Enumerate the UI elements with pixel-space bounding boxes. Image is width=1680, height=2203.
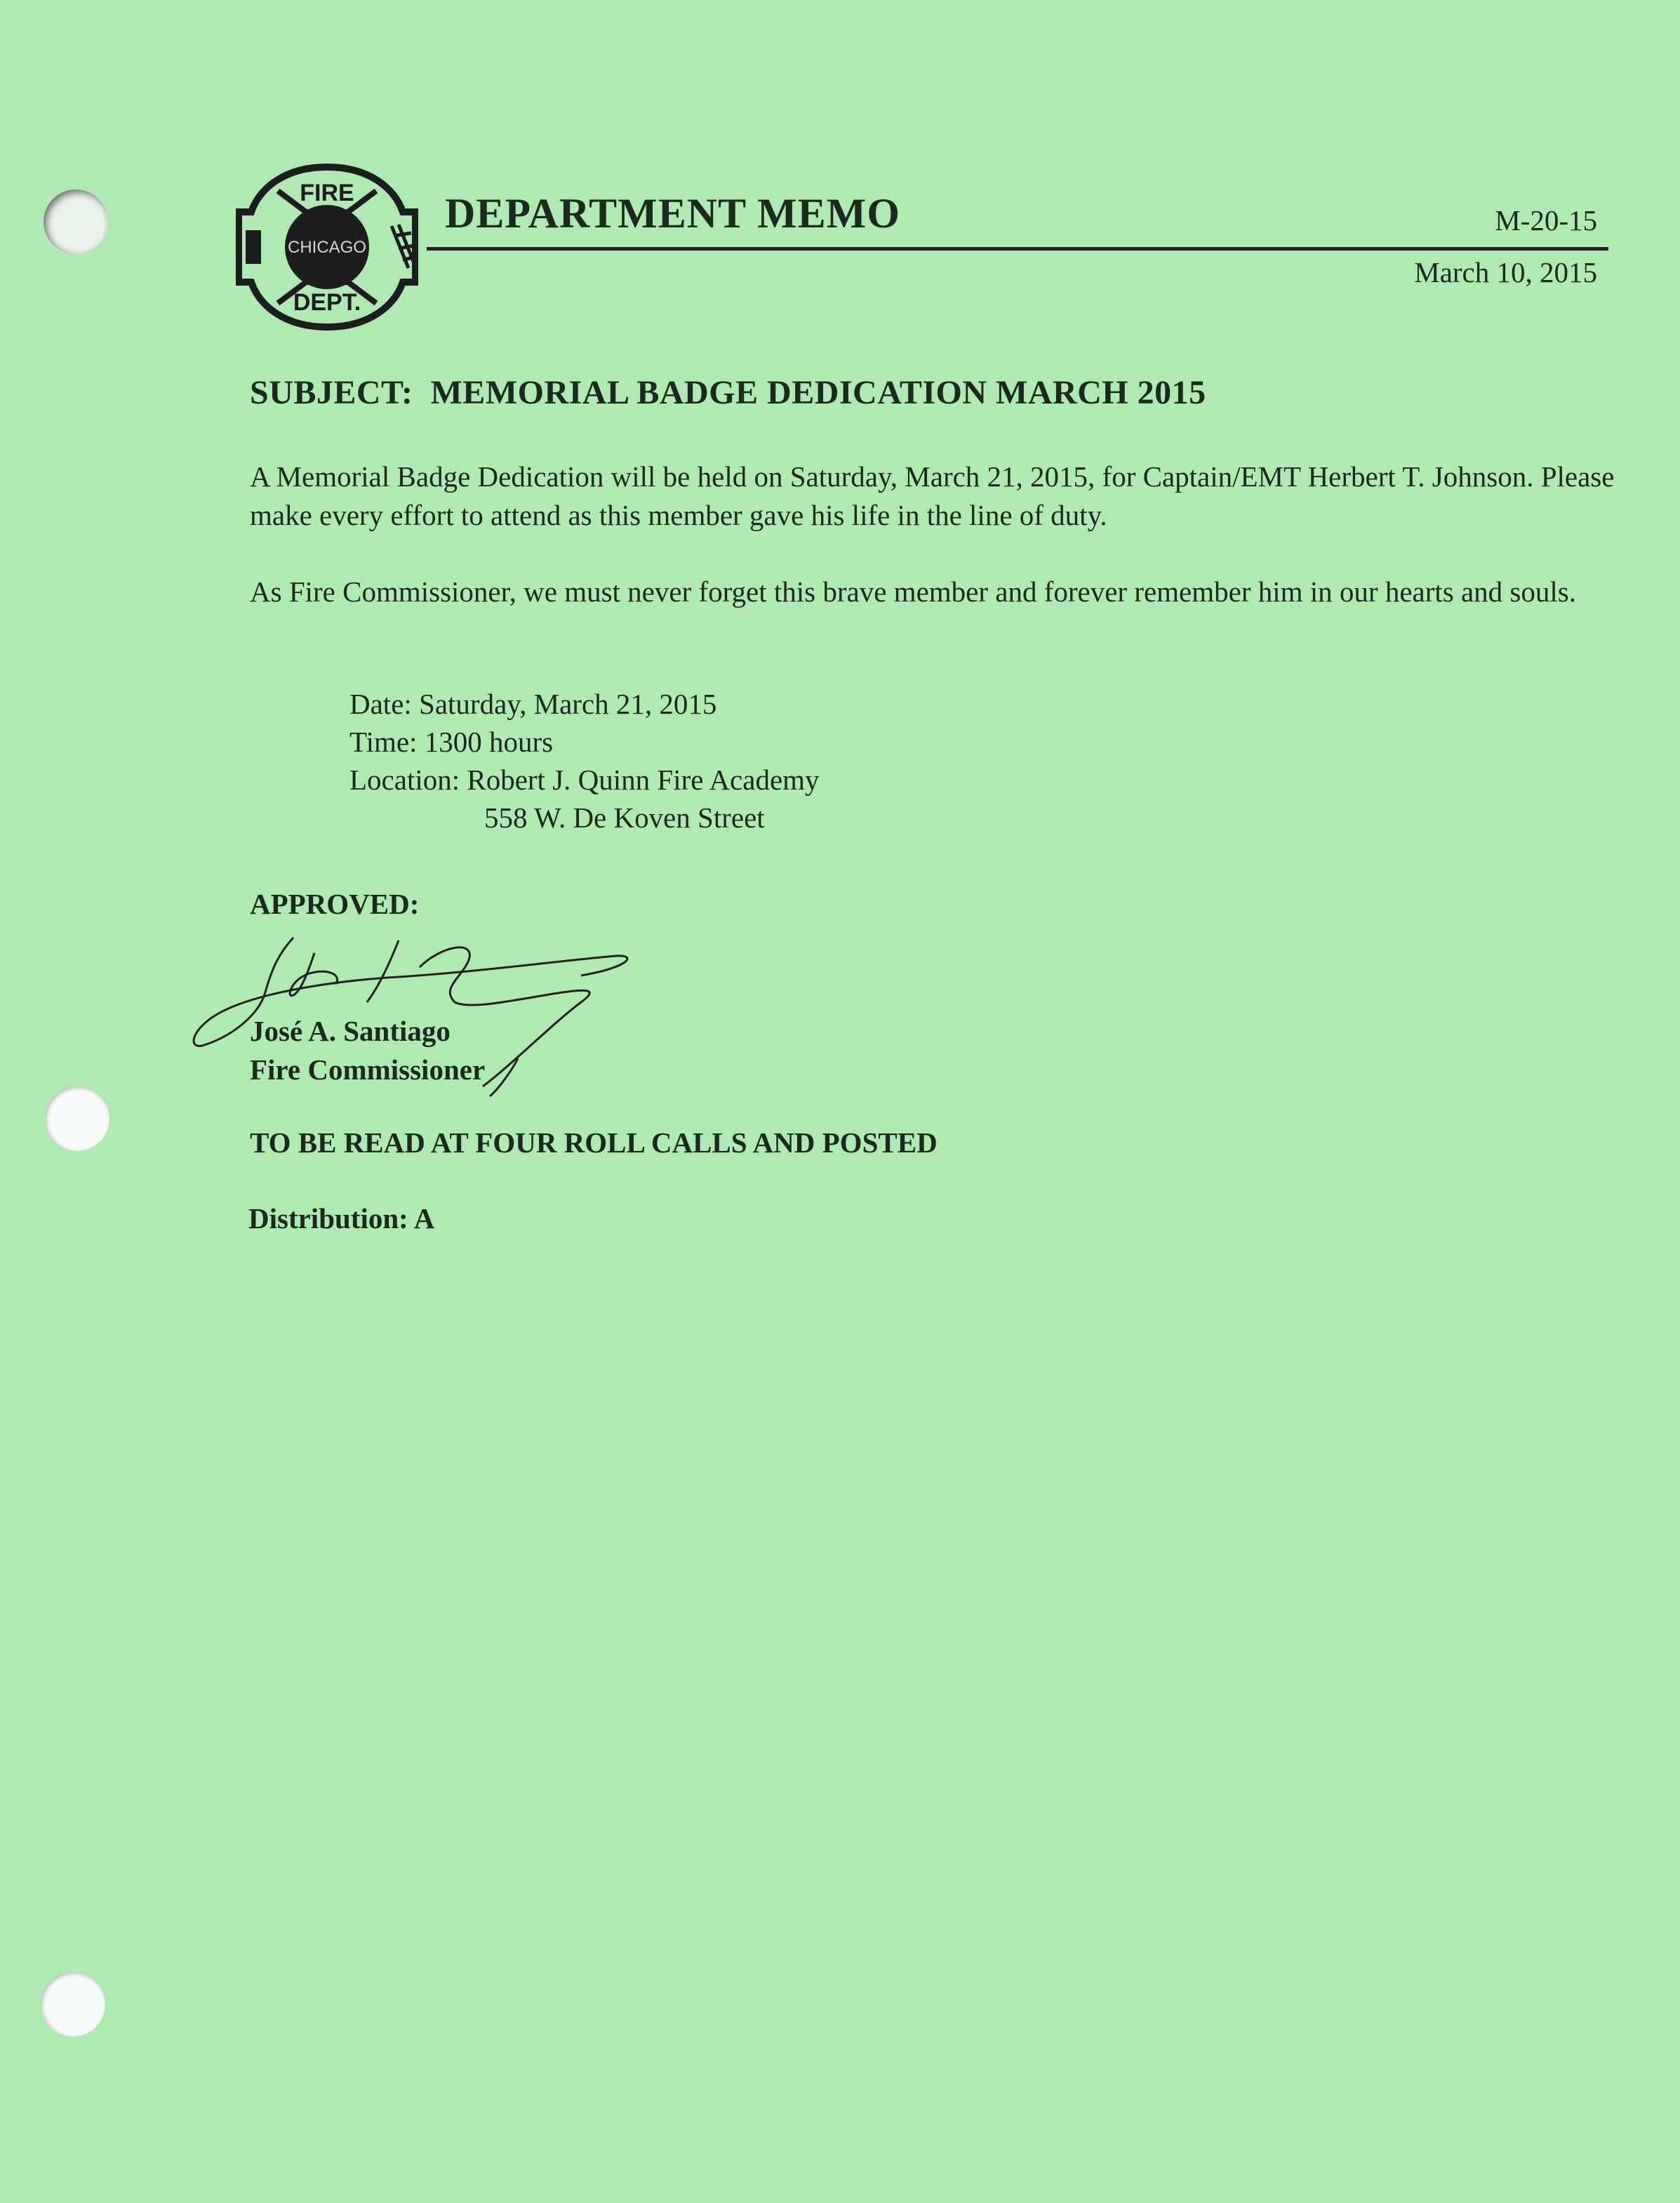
- body-paragraph-1: A Memorial Badge Dedication will be held on Saturday, March 21, 2015, for Captain/EMT Herbert T. Johnson. Please make every effort to attend as this member gave his life in the line of duty.: [250, 460, 1615, 531]
- punch-hole-bottom: [41, 1972, 105, 2037]
- memo-date: March 10, 2015: [1414, 256, 1597, 288]
- logo-text-dept: DEPT.: [293, 289, 361, 316]
- read-notice: TO BE READ AT FOUR ROLL CALLS AND POSTED: [250, 1126, 938, 1159]
- punch-hole-top: [44, 189, 108, 254]
- body-paragraph-2: As Fire Commissioner, we must never forget this brave member and forever remember him in our hearts and souls.: [250, 575, 1576, 608]
- approved-label: APPROVED:: [250, 888, 420, 920]
- fire-dept-logo: [236, 163, 418, 331]
- event-time: Time: 1300 hours: [349, 726, 554, 758]
- event-date: Date: Saturday, March 21, 2015: [349, 688, 717, 720]
- memo-number: M-20-15: [1495, 204, 1597, 237]
- memo-title: DEPARTMENT MEMO: [445, 190, 900, 237]
- signer-title: Fire Commissioner: [250, 1053, 486, 1086]
- signature: [188, 925, 637, 1100]
- distribution: Distribution: A: [248, 1202, 435, 1234]
- event-details: [349, 685, 820, 837]
- event-address: 558 W. De Koven Street: [484, 801, 765, 834]
- logo-text-chicago: CHICAGO: [287, 238, 367, 257]
- subject-line: SUBJECT: MEMORIAL BADGE DEDICATION MARCH 2015: [250, 374, 1206, 411]
- event-location: Location: Robert J. Quinn Fire Academy: [349, 764, 820, 796]
- header-rule: [427, 247, 1608, 251]
- logo-text-fire: FIRE: [300, 180, 354, 206]
- punch-hole-middle: [45, 1086, 109, 1151]
- signer-name: José A. Santiago: [250, 1015, 451, 1047]
